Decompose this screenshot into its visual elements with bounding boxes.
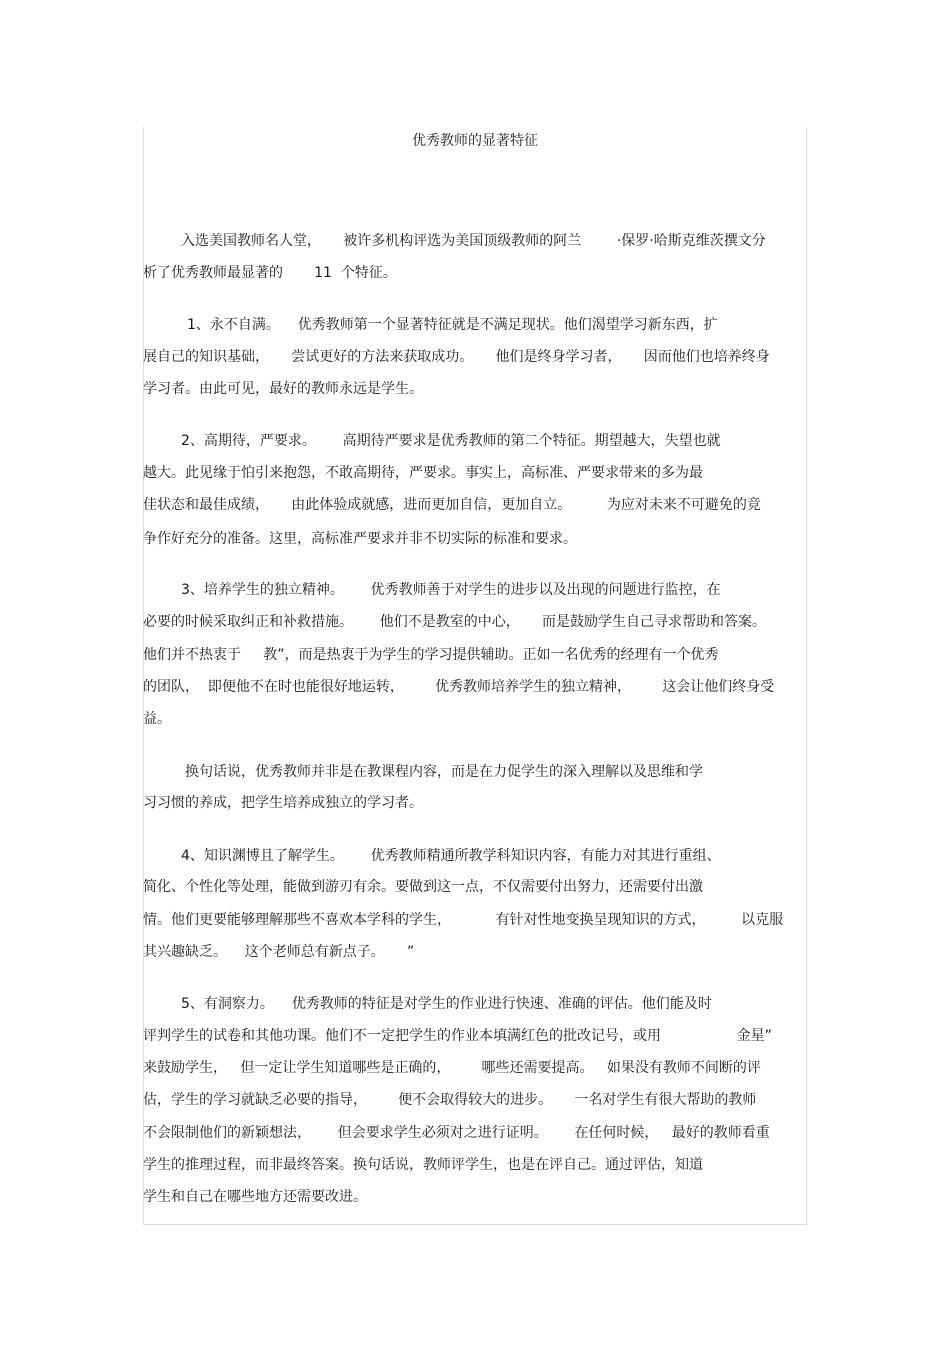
text-line: 争作好充分的准备。这里，高标准严要求并非不切实际的标准和要求。 xyxy=(143,531,577,547)
page-title: 优秀教师的显著特征 xyxy=(412,133,538,149)
text-line: 4、知识渊博且了解学生。 优秀教师精通所教学科知识内容，有能力对其进行重组、 xyxy=(181,848,721,864)
text-line: 换句话说，优秀教师并非是在教课程内容，而是在力促学生的深入理解以及思维和学 xyxy=(185,764,703,780)
text-line: 2、高期待，严要求。 高期待严要求是优秀教师的第二个特征。期望越大，失望也就 xyxy=(181,433,721,449)
text-line: 习习惯的养成，把学生培养成独立的学习者。 xyxy=(143,795,423,811)
text-line: 展自己的知识基础， 尝试更好的方法来获取成功。 他们是终身学习者， 因而他们也培养终身 xyxy=(143,349,770,365)
text-line: 评判学生的试卷和其他功课。他们不一定把学生的作业本填满红色的批改记号，或用 金星” xyxy=(143,1028,772,1044)
text-line: 学习者。由此可见，最好的教师永远是学生。 xyxy=(143,381,423,397)
text-line: 的团队， 即便他不在时也能很好地运转， 优秀教师培养学生的独立精神， 这会让他们终身受 xyxy=(143,679,775,695)
text-line: 估，学生的学习就缺乏必要的指导， 便不会取得较大的进步。 一名对学生有很大帮助的教师 xyxy=(143,1092,757,1108)
text-line: 来鼓励学生， 但一定让学生知道哪些是正确的， 哪些还需要提高。 如果没有教师不间断的评 xyxy=(143,1060,761,1076)
text-line: 他们并不热衷于 教”，而是热衷于为学生的学习提供辅助。正如一名优秀的经理有一个优秀 xyxy=(143,647,719,663)
text-line: 简化、个性化等处理，能做到游刃有余。要做到这一点，不仅需要付出努力，还需要付出激 xyxy=(143,879,703,895)
text-line: 益。 xyxy=(143,711,171,727)
text-line: 越大。此见缘于怕引来抱怨，不敢高期待，严要求。事实上，高标准、严要求带来的多为最 xyxy=(143,465,703,481)
text-line: 其兴趣缺乏。 这个老师总有新点子。 ” xyxy=(143,944,415,960)
text-line: 不会限制他们的新颖想法， 但会要求学生必须对之进行证明。 在任何时候， 最好的教师看重 xyxy=(143,1125,770,1141)
text-line: 情。他们更要能够理解那些不喜欢本学科的学生， 有针对性地变换呈现知识的方式， 以克服 xyxy=(143,912,784,928)
text-line: 学生和自己在哪些地方还需要改进。 xyxy=(143,1189,367,1205)
text-line: 5、有洞察力。 优秀教师的特征是对学生的作业进行快速、准确的评估。他们能及时 xyxy=(181,996,712,1012)
text-line: 学生的推理过程，而非最终答案。换句话说，教师评学生，也是在评自己。通过评估，知道 xyxy=(143,1157,703,1173)
text-line: 3、培养学生的独立精神。 优秀教师善于对学生的进步以及出现的问题进行监控，在 xyxy=(181,582,721,598)
text-line: 必要的时候采取纠正和补救措施。 他们不是教室的中心， 而是鼓励学生自己寻求帮助和答案。 xyxy=(143,614,766,630)
text-line: 1、永不自满。 优秀教师第一个显著特征就是不满足现状。他们渴望学习新东西，扩 xyxy=(187,317,718,333)
text-line: 入选美国教师名人堂， 被许多机构评选为美国顶级教师的阿兰 ·保罗·哈斯克维茨撰文分 xyxy=(181,233,766,249)
text-line: 佳状态和最佳成绩， 由此体验成就感，进而更加自信，更加自立。 为应对未来不可避免的竞 xyxy=(143,497,761,513)
text-line: 析了优秀教师最显著的 11 个特征。 xyxy=(143,265,397,281)
